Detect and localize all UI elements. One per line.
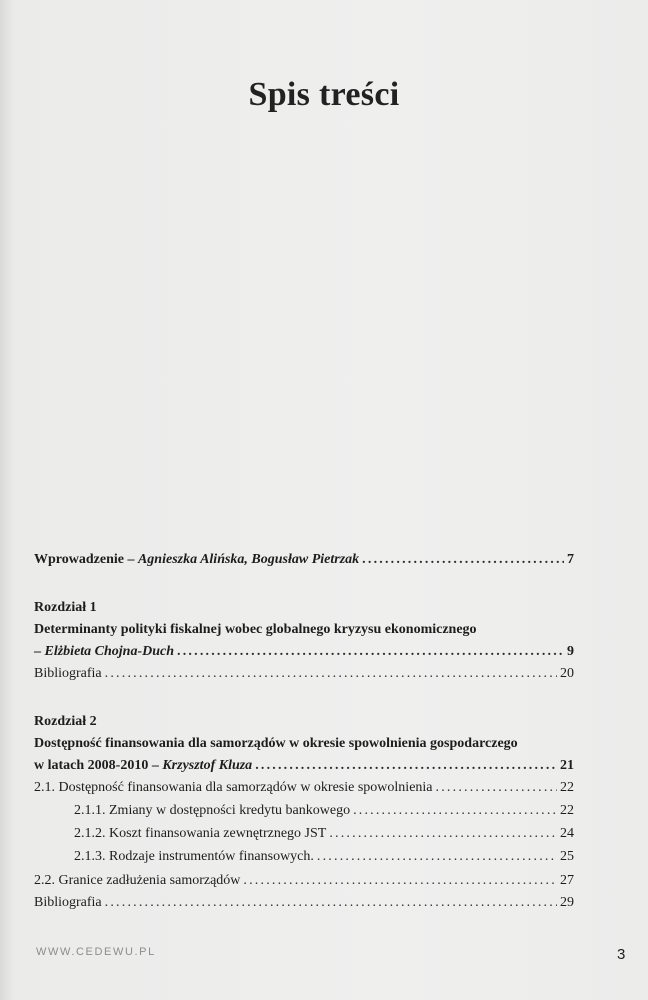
page-ref: 22 bbox=[560, 803, 574, 818]
page-ref: 9 bbox=[567, 644, 574, 659]
leader-dots bbox=[353, 801, 557, 821]
leader-dots bbox=[105, 893, 557, 913]
leader-dots bbox=[362, 550, 564, 570]
toc-entry-label: 2.1.2. Koszt finansowania zewnętrznego JST bbox=[74, 826, 327, 841]
page-ref: 24 bbox=[560, 826, 574, 841]
toc-entry-section-2-1-2[interactable] bbox=[74, 824, 574, 844]
toc-entry-section-2-1-1[interactable] bbox=[74, 801, 574, 821]
leader-dots bbox=[436, 778, 557, 798]
page-number: 3 bbox=[617, 946, 626, 963]
page-ref: 27 bbox=[560, 873, 574, 888]
entry-dash: – bbox=[34, 644, 45, 659]
toc-entry-label: 2.1.1. Zmiany w dostępności kredytu bankowego bbox=[74, 803, 351, 818]
entry-title: w latach 2008-2010 – bbox=[34, 758, 163, 773]
toc-entry-label bbox=[34, 550, 359, 570]
toc-entry-chapter-1-bibliography[interactable] bbox=[34, 664, 574, 684]
toc-entry-label: 2.1. Dostępność finansowania dla samorządów w okresie spowolnienia bbox=[34, 780, 433, 795]
chapter-1-title[interactable]: Determinanty polityki fiskalnej wobec globalnego kryzysu ekonomicznego bbox=[34, 622, 477, 637]
chapter-2-heading: Rozdział 2 bbox=[34, 714, 97, 729]
leader-dots bbox=[105, 664, 557, 684]
leader-dots bbox=[329, 824, 557, 844]
toc-entry-chapter-2[interactable] bbox=[34, 756, 574, 776]
entry-author: Agnieszka Alińska, Bogusław Pietrzak bbox=[137, 552, 360, 567]
page-ref: 7 bbox=[567, 552, 574, 567]
leader-dots bbox=[243, 871, 557, 891]
chapter-1-heading: Rozdział 1 bbox=[34, 600, 97, 615]
toc-entry-label: 2.1.3. Rodzaje instrumentów finansowych. bbox=[74, 849, 314, 864]
toc-entry-section-2-1-3[interactable] bbox=[74, 847, 574, 867]
entry-title: Wprowadzenie – bbox=[34, 552, 138, 567]
leader-dots bbox=[317, 847, 557, 867]
toc-entry-section-2-1[interactable] bbox=[34, 778, 574, 798]
toc-entry-label: Bibliografia bbox=[34, 895, 102, 910]
leader-dots bbox=[177, 642, 564, 662]
toc-entry-label bbox=[34, 642, 174, 662]
page-ref: 29 bbox=[560, 895, 574, 910]
toc-entry-section-2-2[interactable] bbox=[34, 871, 574, 891]
page-title: Spis treści bbox=[248, 76, 400, 113]
leader-dots bbox=[255, 756, 557, 776]
toc-entry-label bbox=[34, 756, 252, 776]
page-ref: 20 bbox=[560, 666, 574, 681]
page-ref: 22 bbox=[560, 780, 574, 795]
toc-entry-introduction[interactable] bbox=[34, 550, 574, 570]
publisher-url: WWW.CEDEWU.PL bbox=[36, 946, 156, 958]
toc-entry-chapter-1[interactable] bbox=[34, 642, 574, 662]
page-ref: 25 bbox=[560, 849, 574, 864]
toc-entry-label: Bibliografia bbox=[34, 666, 102, 681]
page-ref: 21 bbox=[560, 758, 574, 773]
toc-entry-label: 2.2. Granice zadłużenia samorządów bbox=[34, 873, 241, 888]
toc-entry-chapter-2-bibliography[interactable] bbox=[34, 893, 574, 913]
entry-author: Elżbieta Chojna-Duch bbox=[44, 644, 175, 659]
entry-author: Krzysztof Kluza bbox=[162, 758, 253, 773]
chapter-2-title[interactable]: Dostępność finansowania dla samorządów w okresie spowolnienia gospodarczego bbox=[34, 736, 518, 751]
